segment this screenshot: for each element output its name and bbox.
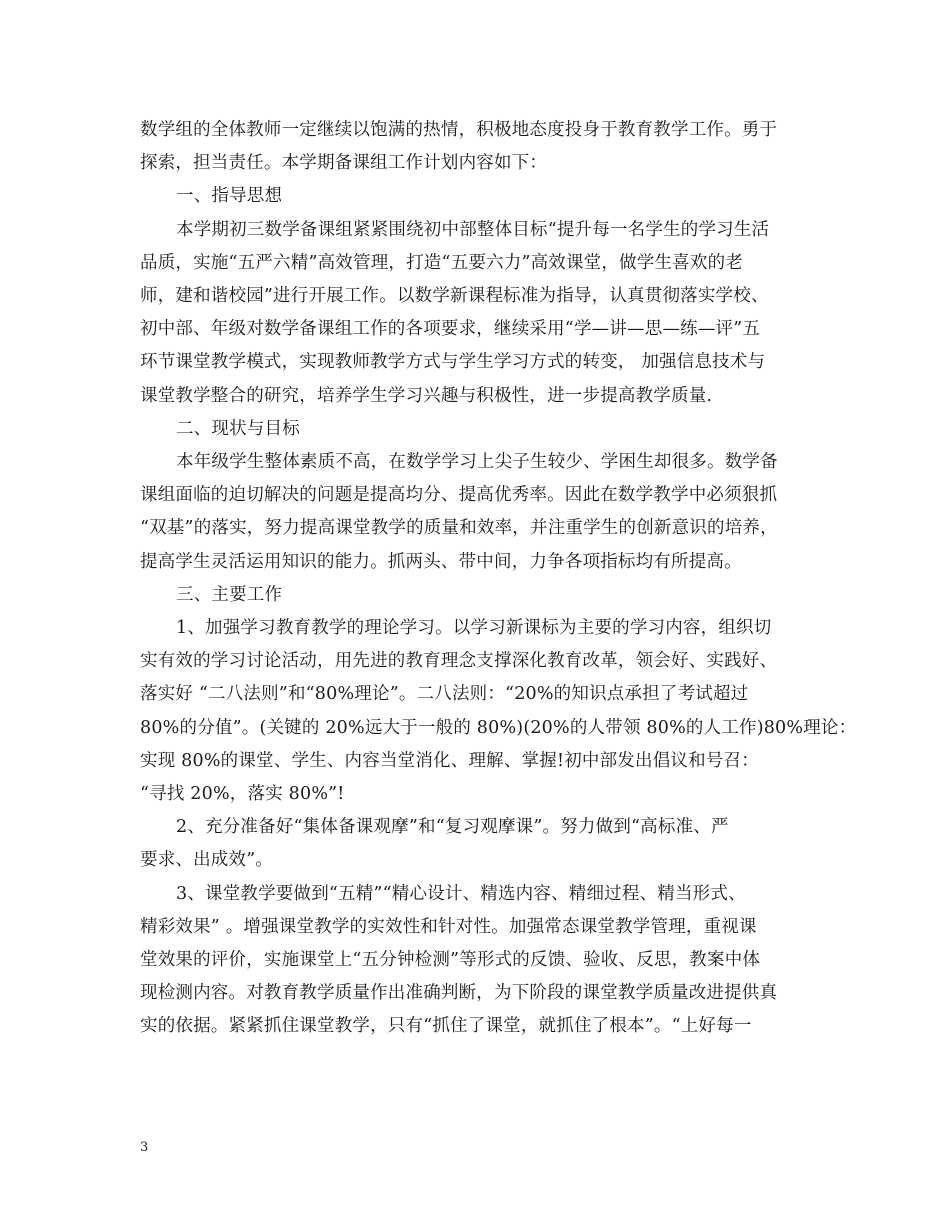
section-heading-guiding-thought: 一、指导思想	[176, 186, 283, 207]
text-line: 堂效果的评价，实施课堂上“五分钟检测”等形式的反馈、验收、反思，教案中体	[140, 950, 761, 971]
text-line: 80%的分值”。(关键的 20%远大于一般的 80%)(20%的人带领 80%的人工作)80%理论：	[140, 717, 857, 738]
text-line: 环节课堂教学模式，实现教师教学方式与学生学习方式的转变， 加强信息技术与	[140, 352, 766, 373]
text-line: “双基”的落实，努力提高课堂教学的质量和效率，并注重学生的创新意识的培养，	[140, 518, 778, 539]
text-line: 数学组的全体教师一定继续以饱满的热情，积极地态度投身于教育教学工作。勇于	[140, 120, 778, 140]
text-line: 实有效的学习讨论活动，用先进的教育理念支撑深化教育改革，领会好、实践好、	[140, 651, 778, 672]
text-line: 落实好 “二八法则”和“80%理论”。二八法则：“20%的知识点承担了考试超过	[140, 684, 749, 705]
section-heading-main-work: 三、主要工作	[176, 584, 283, 605]
text-line: 要求、出成效”。	[140, 850, 274, 871]
section-heading-status-goals: 二、现状与目标	[176, 418, 300, 439]
text-line: 1、加强学习教育教学的理论学习。以学习新课标为主要的学习内容，组织切	[176, 618, 772, 639]
text-line: 实现 80%的课堂、学生、内容当堂消化、理解、掌握!初中部发出倡议和号召：	[140, 750, 759, 771]
text-line: 品质，实施“五严六精”高效管理，打造“五要六力”高效课堂，做学生喜欢的老	[140, 252, 743, 273]
text-line: 实的依据。紧紧抓住课堂教学，只有“抓住了课堂，就抓住了根本”。“上好每一	[140, 1016, 752, 1037]
text-line: 课堂教学整合的研究，培养学生学习兴趣与积极性，进一步提高教学质量.	[140, 385, 713, 406]
text-line: 精彩效果” 。增强课堂教学的实效性和针对性。加强常态课堂教学管理，重视课	[140, 916, 757, 937]
text-line: 提高学生灵活运用知识的能力。抓两头、带中间，力争各项指标均有所提高。	[140, 551, 742, 572]
page-number: 3	[140, 1140, 149, 1155]
text-line: 课组面临的迫切解决的问题是提高均分、提高优秀率。因此在数学教学中必须狠抓	[140, 485, 778, 506]
document-body	[140, 114, 857, 1044]
text-line: 探索，担当责任。本学期备课组工作计划内容如下：	[140, 153, 548, 174]
text-line: 师，建和谐校园”进行开展工作。以数学新课程标准为指导，认真贯彻落实学校、	[140, 286, 769, 307]
text-line: 现检测内容。对教育教学质量作出准确判断，为下阶段的课堂教学质量改进提供真	[140, 983, 778, 1004]
text-line: “寻找 20%，落实 80%”!	[140, 784, 345, 805]
text-line: 3、课堂教学要做到“五精”“精心设计、精选内容、精细过程、精当形式、	[176, 883, 746, 904]
text-line: 本学期初三数学备课组紧紧围绕初中部整体目标“提升每一名学生的学习生活	[176, 219, 770, 240]
text-line: 初中部、年级对数学备课组工作的各项要求，继续采用“学—讲—思—练—评”五	[140, 319, 761, 340]
text-line: 本年级学生整体素质不高，在数学学习上尖子生较少、学困生却很多。数学备	[176, 452, 778, 473]
text-line: 2、充分准备好“集体备课观摩”和“复习观摩课”。努力做到“高标准、严	[176, 817, 729, 838]
body-text	[140, 114, 857, 1044]
